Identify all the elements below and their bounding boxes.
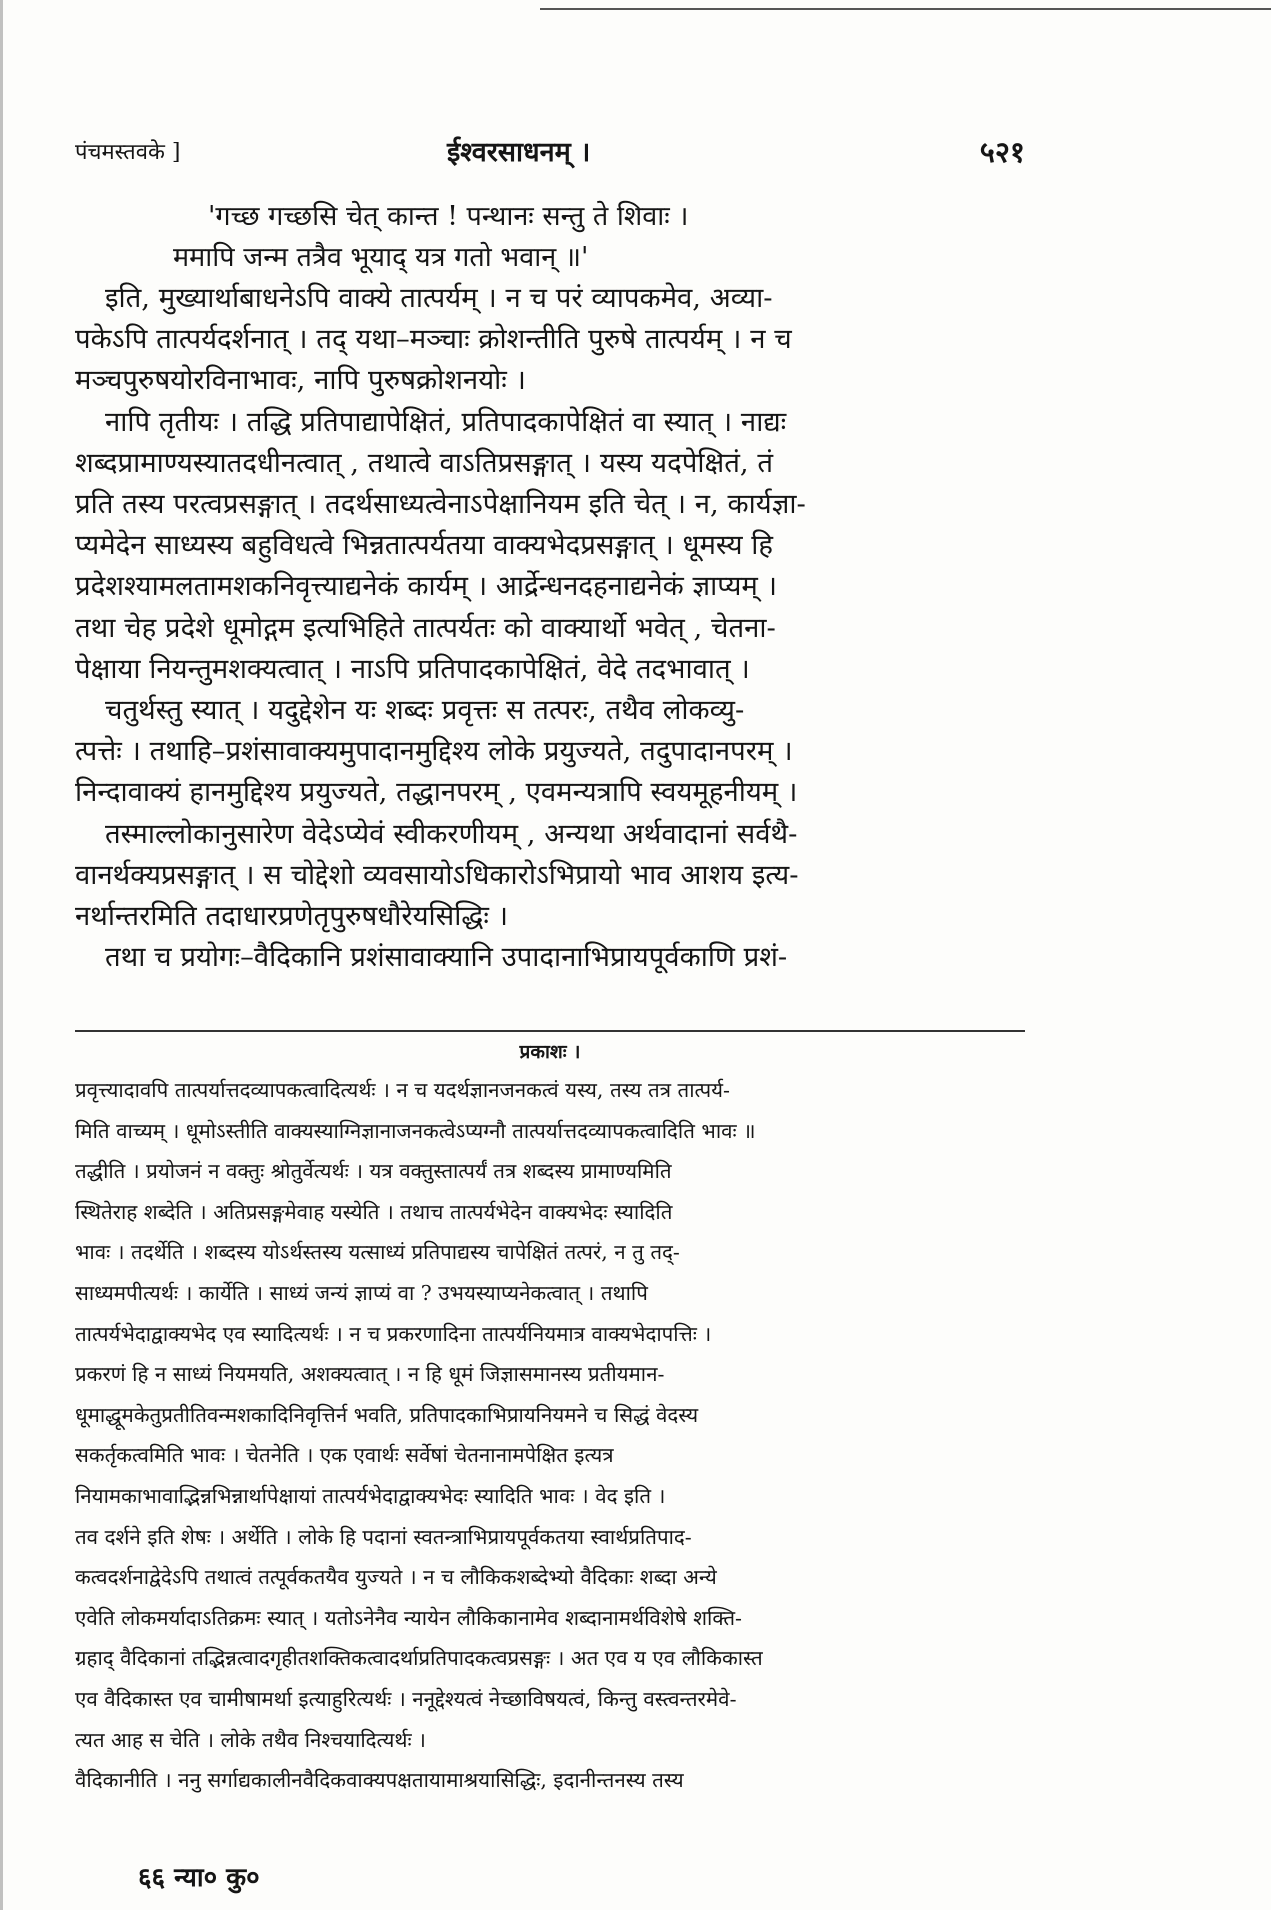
paragraph	[75, 814, 1025, 938]
text-line: प्यमेदेन साध्यस्य बहुविधत्वे भिन्नतात्पर्यतया वाक्यभेदप्रसङ्गात् । धूमस्य हि	[75, 529, 774, 562]
commentary-line: एवेति लोकमर्यादाऽतिक्रमः स्यात् । यतोऽनेनैव न्यायेन लौकिकानामेव शब्दानामर्थविशेषे शक्ति-	[75, 1605, 742, 1630]
commentary-line: मिति वाच्यम् । धूमोऽस्तीति वाक्यस्याग्निज्ञानाजनकत्वेऽप्यग्नौ तात्पर्यात्तदव्यापकत्वादिति भावः ॥	[75, 1118, 756, 1143]
commentary-line: सकर्तृकत्वमिति भावः । चेतनेति । एक एवार्थः सर्वेषां चेतनानामपेक्षित इत्यत्र	[75, 1443, 614, 1468]
text-line: नापि तृतीयः । तद्धि प्रतिपाद्यापेक्षितं, प्रतिपादकापेक्षितं वा स्यात् । नाद्यः	[105, 405, 787, 438]
top-rule	[540, 8, 1271, 10]
text-line: त्पत्तेः । तथाहि–प्रशंसावाक्यमुपादानमुद्दिश्य लोके प्रयुज्यते, तदुपादानपरम् ।	[75, 735, 793, 768]
commentary-line: भावः । तदर्थेति । शब्दस्य योऽर्थस्तस्य यत्साध्यं प्रतिपाद्यस्य चापेक्षितं तत्परं, न तु तद्-	[75, 1240, 680, 1265]
paragraph	[75, 937, 1025, 978]
commentary-line: प्रकरणं हि न साध्यं नियमयति, अशक्यत्वात् । न हि धूमं जिज्ञासमानस्य प्रतीयमान-	[75, 1362, 665, 1387]
text-line: इति, मुख्यार्थाबाधनेऽपि वाक्ये तात्पर्यम् । न च परं व्यापकमेव, अव्या-	[105, 282, 773, 314]
commentary-line: नियामकाभावाद्भिन्नभिन्नार्थापेक्षायां तात्पर्यभेदाद्वाक्यभेदः स्यादिति भावः । वेद इति ।	[75, 1483, 666, 1508]
text-line: निन्दावाक्यं हानमुद्दिश्य प्रयुज्यते, तद्धानपरम् , एवमन्यत्रापि स्वयमूहनीयम् ।	[75, 776, 798, 809]
commentary-line: तव दर्शने इति शेषः । अर्थेति । लोके हि पदानां स्वतन्त्राभिप्रायपूर्वकतया स्वार्थप्रतिपाद-	[75, 1524, 692, 1549]
running-header	[75, 132, 1025, 168]
commentary-line: स्थितेराह शब्देति । अतिप्रसङ्गमेवाह यस्येति । तथाच तात्पर्यभेदेन वाक्यभेदः स्यादिति	[75, 1199, 673, 1224]
text-line: चतुर्थस्तु स्यात् । यदुद्देशेन यः शब्दः प्रवृत्तः स तत्परः, तथैव लोकव्यु-	[105, 694, 745, 727]
commentary-text	[75, 1070, 1025, 1801]
paragraph	[75, 278, 1025, 402]
page-edge-shadow	[0, 0, 3, 1910]
verse-line: 'गच्छ गच्छसि चेत् कान्त ! पन्थानः सन्तु ते शिवाः ।	[208, 201, 689, 232]
commentary-line: प्रवृत्त्यादावपि तात्पर्यात्तदव्यापकत्वादित्यर्थः । न च यदर्थज्ञानजनकत्वं यस्य, तस्य तत्र तात्पर्य-	[75, 1078, 730, 1102]
page-number: ५२१	[979, 135, 1025, 169]
commentary-line: एव वैदिकास्त एव चामीषामर्था इत्याहुरित्यर्थः । ननूद्देश्यत्वं नेच्छाविषयत्वं, किन्तु वस्त्वन्तरमेवे-	[75, 1686, 737, 1711]
commentary-line: त्यत आह स चेति । लोके तथैव निश्चयादित्यर्थः ।	[75, 1727, 426, 1752]
section-title: ईश्वरसाधनम् ।	[447, 137, 591, 168]
text-line: प्रदेशश्यामलतामशकनिवृत्त्याद्यनेकं कार्यम् । आर्द्रेन्धनदहनाद्यनेकं ज्ञाप्यम् ।	[75, 570, 778, 603]
commentary-line: तद्धीति । प्रयोजनं न वक्तुः श्रोतुर्वेत्यर्थः । यत्र वक्तुस्तात्पर्यं तत्र शब्दस्य प्रामाण्यमिति	[75, 1159, 672, 1184]
text-line: पकेऽपि तात्पर्यदर्शनात् । तद् यथा–मञ्चाः क्रोशन्तीति पुरुषे तात्पर्यम् । न च	[75, 323, 792, 356]
text-line: नर्थान्तरमिति तदाधारप्रणेतृपुरुषधौरेयसिद्धिः ।	[75, 900, 509, 933]
text-line: पेक्षाया नियन्तुमशक्यत्वात् । नाऽपि प्रतिपादकापेक्षितं, वेदे तदभावात् ।	[75, 652, 750, 685]
text-line: तथा च प्रयोगः–वैदिकानि प्रशंसावाक्यानि उपादानाभिप्रायपूर्वकाणि प्रशं-	[105, 941, 788, 974]
text-line: मञ्चपुरुषयोरविनाभावः, नापि पुरुषक्रोशनयोः ।	[75, 364, 526, 397]
text-line: तथा चेह प्रदेशे धूमोद्गम इत्यभिहिते तात्पर्यतः को वाक्यार्थो भवेत् , चेतना-	[75, 611, 776, 644]
main-text	[75, 196, 1025, 978]
commentary-line: साध्यमपीत्यर्थः । कार्येति । साध्यं जन्यं ज्ञाप्यं वा ? उभयस्याप्यनेकत्वात् । तथापि	[75, 1280, 648, 1305]
commentary-title: प्रकाशः ।	[519, 1041, 581, 1063]
text-line: प्रति तस्य परत्वप्रसङ्गात् । तदर्थसाध्यत्वेनाऽपेक्षानियम इति चेत् । न, कार्यज्ञा-	[75, 488, 806, 521]
commentary-line: ग्रहाद् वैदिकानां तद्भिन्नत्वादगृहीतशक्तिकत्वादर्थाप्रतिपादकत्वप्रसङ्गः । अत एव य एव लौकिकास्त	[75, 1646, 763, 1671]
text-line: वानर्थक्यप्रसङ्गात् । स चोद्देशो व्यवसायोऽधिकारोऽभिप्रायो भाव आशय इत्य-	[75, 858, 799, 891]
text-line: शब्दप्रामाण्यस्यातदधीनत्वात् , तथात्वे वाऽतिप्रसङ्गात् । यस्य यदपेक्षितं, तं	[75, 446, 774, 479]
commentary-divider	[75, 1030, 1025, 1032]
commentary-line: तात्पर्यभेदाद्वाक्यभेद एव स्यादित्यर्थः । न च प्रकरणादिना तात्पर्यनियमात्र वाक्यभेदापत्तिः ।	[75, 1321, 712, 1346]
paragraph	[75, 690, 1025, 814]
verse-line: ममापि जन्म तत्रैव भूयाद् यत्र गतो भवान् ॥'	[173, 242, 589, 273]
signature-mark: ६६ न्या० कु०	[138, 1863, 260, 1893]
commentary-line: कत्वदर्शनाद्वेदेऽपि तथात्वं तत्पूर्वकतयैव युज्यते । न च लौकिकशब्देभ्यो वैदिकाः शब्दा अन्ये	[75, 1565, 717, 1590]
chapter-label: पंचमस्तवके ]	[75, 140, 181, 165]
text-line: तस्माल्लोकानुसारेण वेदेऽप्येवं स्वीकरणीयम् , अन्यथा अर्थवादानां सर्वथै-	[105, 817, 798, 850]
paragraph	[75, 402, 1025, 690]
commentary-line: वैदिकानीति । ननु सर्गाद्यकालीनवैदिकवाक्यपक्षतायामाश्रयासिद्धिः, इदानीन्तनस्य तस्य	[75, 1768, 684, 1793]
commentary-line: धूमाद्धूमकेतुप्रतीतिवन्मशकादिनिवृत्तिर्न भवति, प्रतिपादकाभिप्रायनियमने च सिद्धं वेदस्य	[75, 1402, 699, 1427]
